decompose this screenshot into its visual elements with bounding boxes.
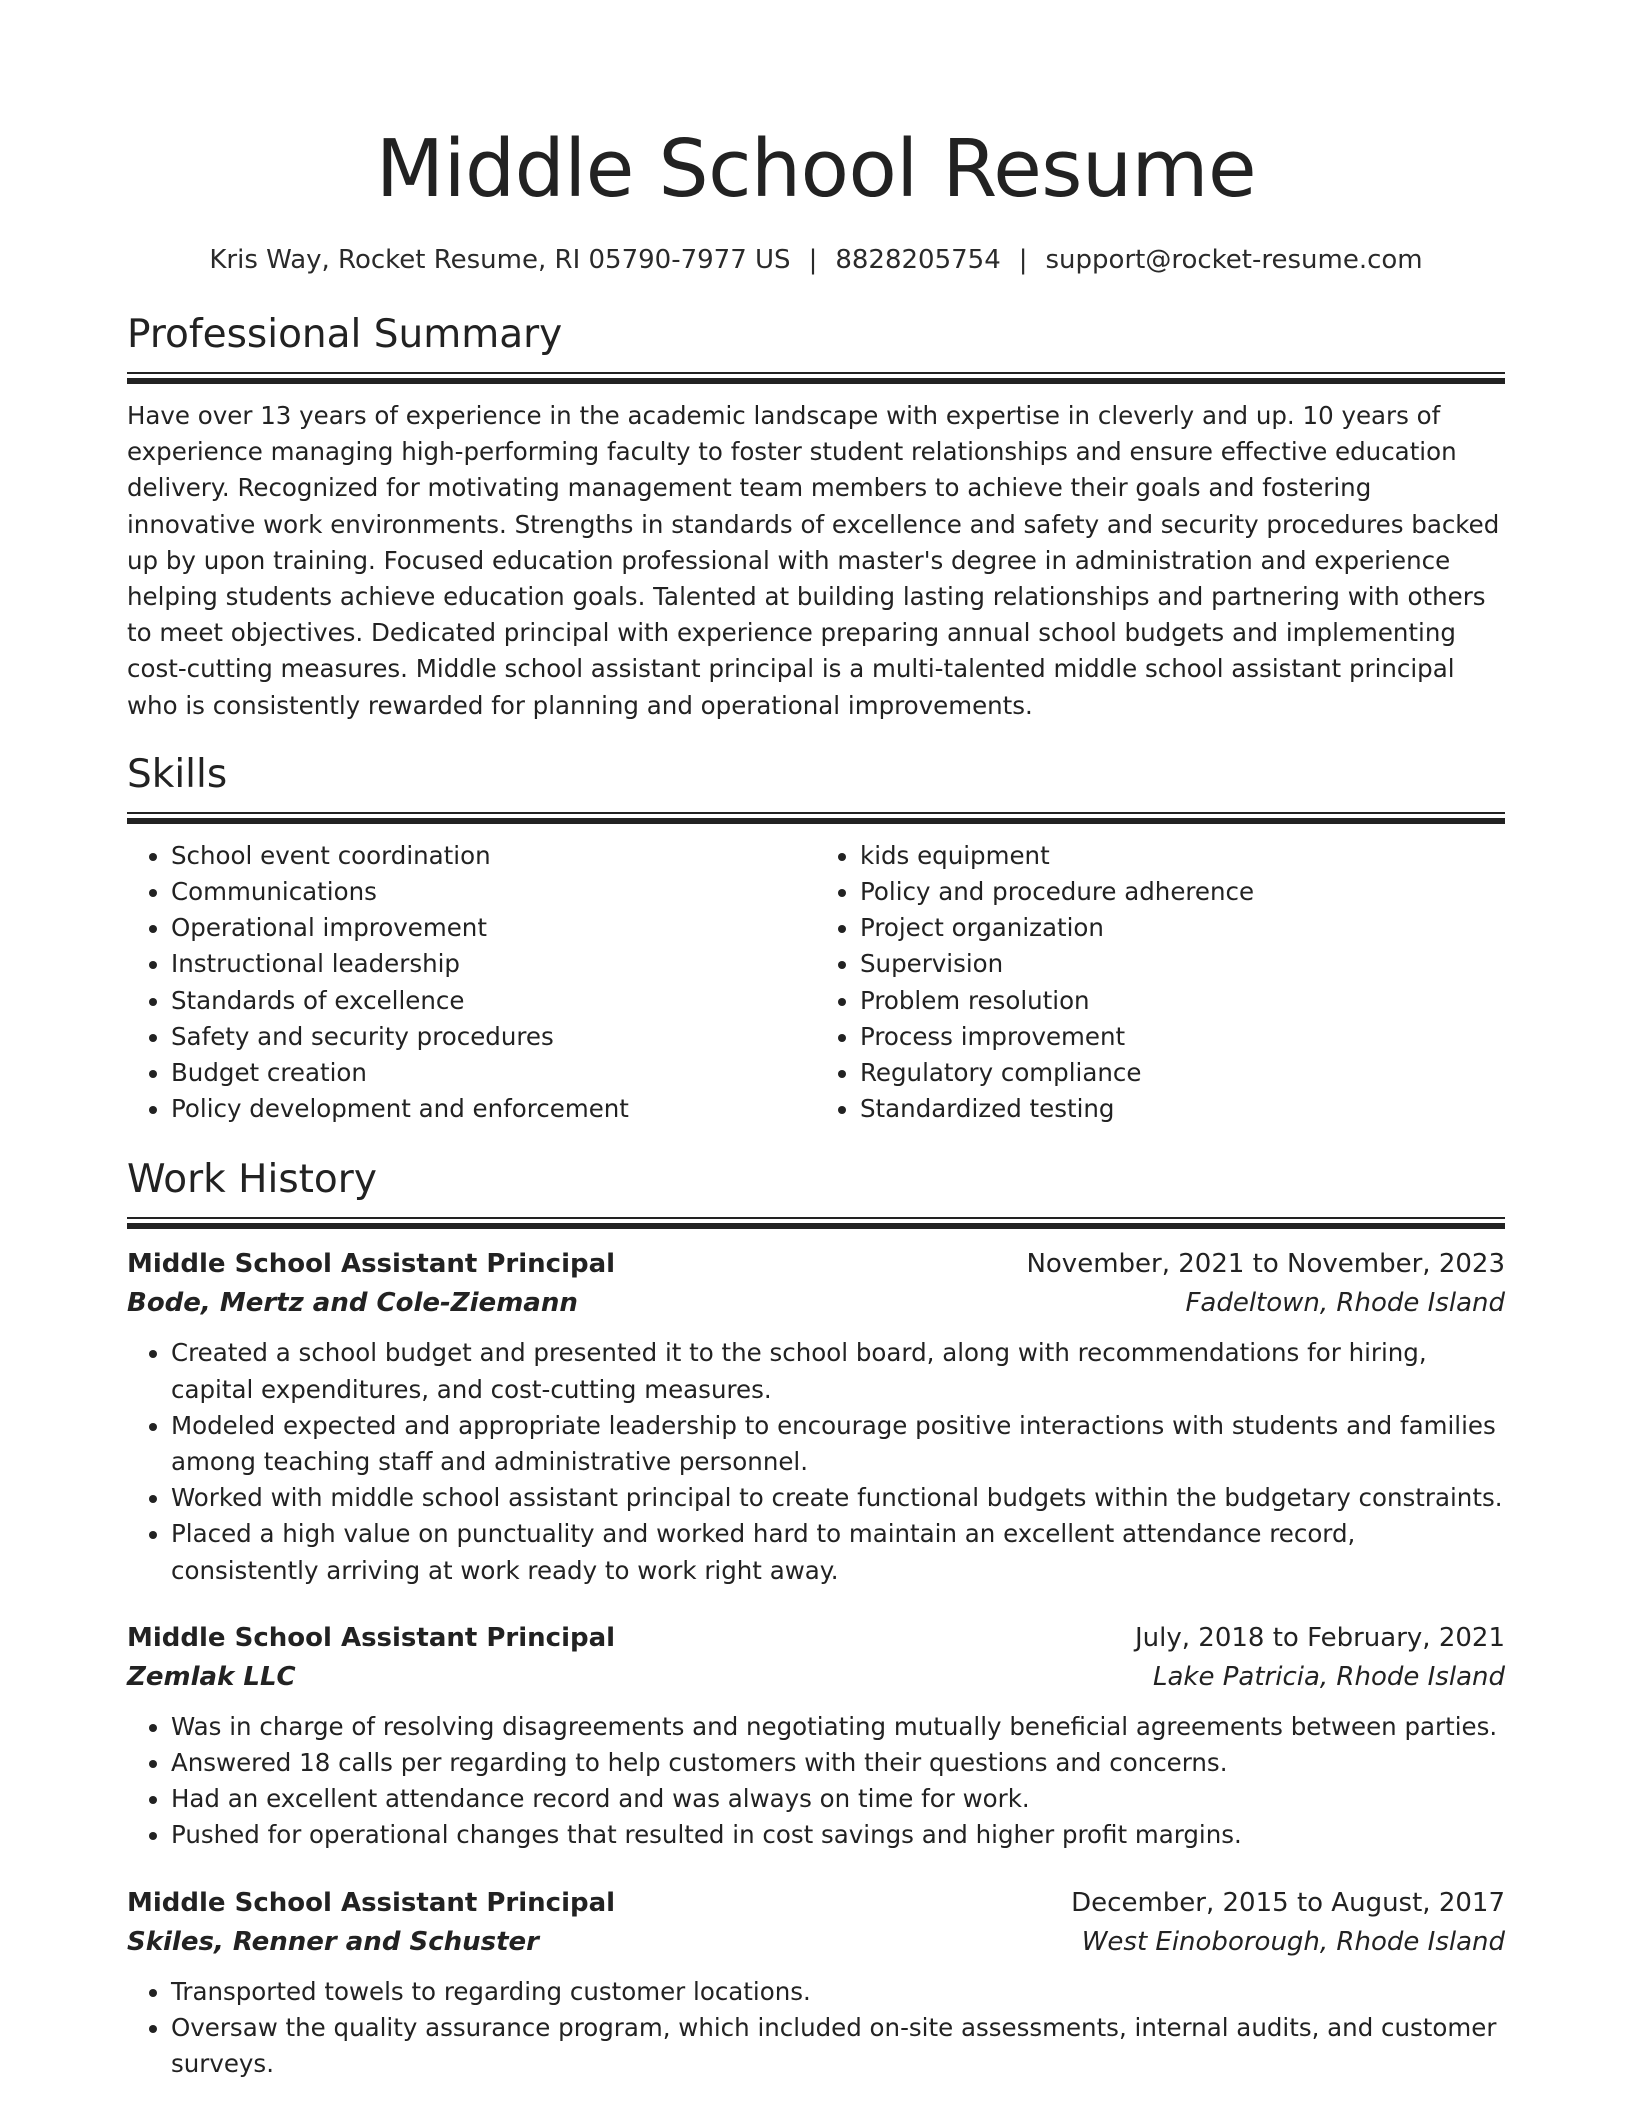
list-item: • Modeled expected and appropriate leadership to encourage positive interactions with students and families among teaching staff and administrative personnel. <box>171 1408 1505 1480</box>
skills-list-left <box>127 838 816 1128</box>
job-entry <box>127 1619 1505 1854</box>
skills-heading: Skills <box>127 751 228 797</box>
list-item: • Transported towels to regarding customer locations. <box>171 1974 1505 2010</box>
job-title: Middle School Assistant Principal <box>127 1887 616 1918</box>
job-duties <box>127 1709 1505 1854</box>
list-item: • Pushed for operational changes that resulted in cost savings and higher profit margins. <box>171 1817 1505 1853</box>
job-company: Bode, Mertz and Cole-Ziemann <box>127 1288 578 1319</box>
list-item: • Standards of excellence <box>171 983 816 1019</box>
list-item: • School event coordination <box>171 838 816 874</box>
job-title: Middle School Assistant Principal <box>127 1622 616 1653</box>
contact-separator: | <box>808 245 818 275</box>
skills-section <box>127 750 1505 1128</box>
job-dates: November, 2021 to November, 2023 <box>1026 1249 1505 1280</box>
contact-address: Kris Way, Rocket Resume, RI 05790-7977 US <box>209 245 791 275</box>
summary-heading: Professional Summary <box>127 312 563 357</box>
skills-list-right <box>816 838 1505 1128</box>
job-company: Skiles, Renner and Schuster <box>127 1926 540 1957</box>
job-dates: December, 2015 to August, 2017 <box>1071 1887 1505 1918</box>
work-section <box>127 1155 1505 2082</box>
list-item: • Standardized testing <box>860 1091 1505 1127</box>
job-header <box>127 1245 1505 1283</box>
list-item: • Problem resolution <box>860 983 1505 1019</box>
list-item: • Created a school budget and presented it to the school board, along with recommendations for hiring, capital expenditures, and cost-cutting measures. <box>171 1335 1505 1407</box>
job-title: Middle School Assistant Principal <box>127 1249 616 1280</box>
skills-columns <box>127 838 1505 1128</box>
section-divider <box>127 1217 1505 1229</box>
list-item: • Oversaw the quality assurance program, which included on-site assessments, internal audits, and customer surveys. <box>171 2010 1505 2082</box>
list-item: • Answered 18 calls per regarding to help customers with their questions and concerns. <box>171 1745 1505 1781</box>
list-item: • Policy and procedure adherence <box>860 874 1505 910</box>
list-item: • Policy development and enforcement <box>171 1091 816 1127</box>
page-title: Middle School Resume <box>375 123 1257 215</box>
contact-separator: | <box>1018 245 1028 275</box>
contact-email: support@rocket-resume.com <box>1045 245 1423 275</box>
list-item: • Safety and security procedures <box>171 1019 816 1055</box>
job-header <box>127 1884 1505 1922</box>
section-divider <box>127 812 1505 824</box>
list-item: • Was in charge of resolving disagreements and negotiating mutually beneficial agreements between parties. <box>171 1709 1505 1745</box>
list-item: • Worked with middle school assistant principal to create functional budgets within the budgetary constraints. <box>171 1480 1505 1516</box>
job-location: West Einoborough, Rhode Island <box>1081 1926 1505 1957</box>
list-item: • Supervision <box>860 946 1505 982</box>
job-subheader <box>127 1657 1505 1697</box>
work-heading: Work History <box>127 1157 377 1203</box>
contact-phone: 8828205754 <box>835 245 1001 275</box>
list-item: • Communications <box>171 874 816 910</box>
list-item: • Had an excellent attendance record and was always on time for work. <box>171 1781 1505 1817</box>
job-subheader <box>127 1283 1505 1323</box>
job-location: Lake Patricia, Rhode Island <box>1152 1661 1505 1692</box>
job-header <box>127 1619 1505 1657</box>
list-item: • kids equipment <box>860 838 1505 874</box>
job-duties <box>127 1974 1505 2083</box>
list-item: • Placed a high value on punctuality and worked hard to maintain an excellent attendance record, consistently arriving at work ready to work right away. <box>171 1516 1505 1588</box>
job-location: Fadeltown, Rhode Island <box>1185 1288 1505 1319</box>
list-item: • Instructional leadership <box>171 946 816 982</box>
job-company: Zemlak LLC <box>127 1661 296 1692</box>
job-duties <box>127 1335 1505 1588</box>
job-entry <box>127 1245 1505 1588</box>
list-item: • Budget creation <box>171 1055 816 1091</box>
summary-text: Have over 13 years of experience in the academic landscape with expertise in cleverly and up. 10 years of experience managing high-performing faculty to foster student relationships and ensure effective education delivery. Recognized for motivating management team members to achieve their goals and fostering innovative work environments. Strengths in standards of excellence and safety and security procedures backed up by upon training. Focused education professional with master's degree in administration and experience helping students achieve education goals. Talented at building lasting relationships and partnering with others to meet objectives. Dedicated principal with experience preparing annual school budgets and implementing cost-cutting measures. Middle school assistant principal is a multi-talented middle school assistant principal who is consistently rewarded for planning and operational improvements. <box>127 401 1500 720</box>
list-item: • Process improvement <box>860 1019 1505 1055</box>
summary-section <box>127 310 1505 724</box>
list-item: • Project organization <box>860 910 1505 946</box>
list-item: • Regulatory compliance <box>860 1055 1505 1091</box>
job-dates: July, 2018 to February, 2021 <box>1135 1622 1505 1653</box>
list-item: • Operational improvement <box>171 910 816 946</box>
job-entry <box>127 1884 1505 2083</box>
job-subheader <box>127 1922 1505 1962</box>
section-divider <box>127 372 1505 384</box>
contact-line <box>127 243 1505 277</box>
